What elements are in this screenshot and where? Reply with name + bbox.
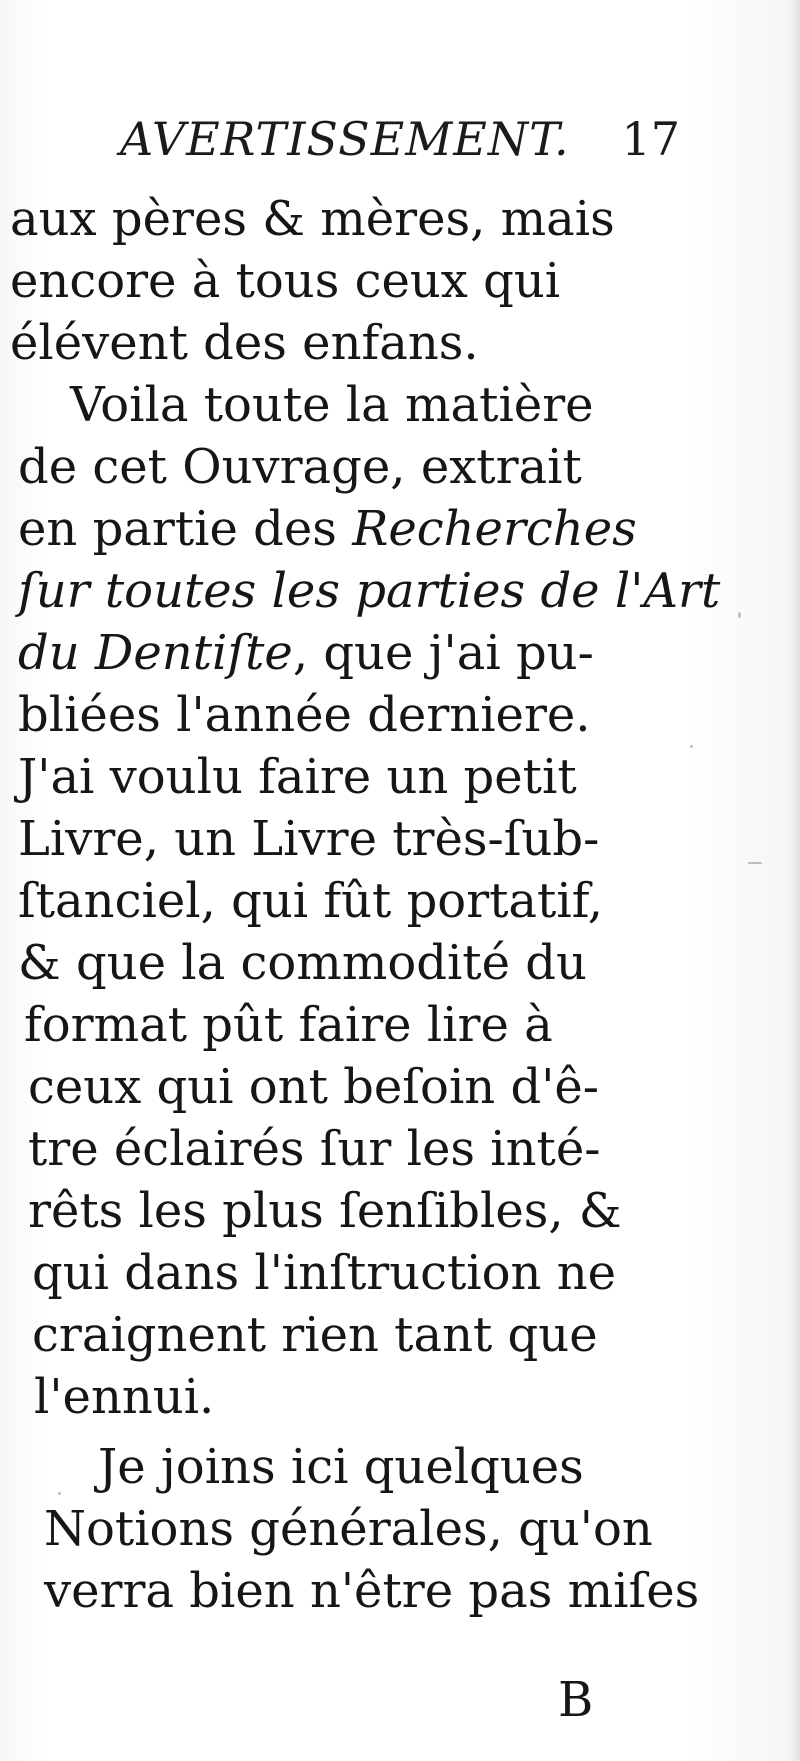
text-line xyxy=(18,622,594,684)
text-line: J'ai voulu faire un petit xyxy=(18,749,577,805)
italic-title-text: du Dentiſte xyxy=(18,625,293,681)
paper-speck xyxy=(748,862,762,864)
text-line: élévent des enfans. xyxy=(10,315,479,371)
text-line: Livre, un Livre très-ſub- xyxy=(18,811,600,867)
paper-speck xyxy=(690,745,693,748)
page-edge-shadow xyxy=(790,0,800,1761)
text-line: verra bien n'être pas miſes xyxy=(44,1563,700,1619)
text-line: bliées l'année derniere. xyxy=(18,687,591,743)
text-line: qui dans l'inſtruction ne xyxy=(32,1245,617,1301)
text-line: ceux qui ont beſoin d'ê- xyxy=(28,1059,600,1115)
text-line: rêts les plus ſenſibles, & xyxy=(28,1183,622,1239)
page-number: 17 xyxy=(621,112,680,166)
text-line: l'ennui. xyxy=(34,1369,215,1425)
page-header xyxy=(120,112,680,182)
text-line: encore à tous ceux qui xyxy=(10,253,561,309)
paper-speck xyxy=(58,1492,61,1495)
text-line: format pût faire lire à xyxy=(24,997,553,1053)
italic-title-line: ſur toutes les parties de l'Art xyxy=(18,563,721,619)
signature-mark: B xyxy=(558,1672,594,1728)
text-line: aux pères & mères, mais xyxy=(10,191,615,247)
line-text: , que j'ai pu- xyxy=(292,625,594,681)
running-title: AVERTISSEMENT. xyxy=(120,112,570,166)
text-line: de cet Ouvrage, extrait xyxy=(18,439,582,495)
paper-speck xyxy=(738,612,741,618)
paragraph-start-line: Je joins ici quelques xyxy=(98,1439,584,1495)
text-line: & que la commodité du xyxy=(18,935,587,991)
text-line: tre éclairés ſur les inté- xyxy=(28,1121,601,1177)
text-line: ſtanciel, qui fût portatif, xyxy=(18,873,603,929)
text-line xyxy=(18,498,637,560)
line-text: en partie des xyxy=(18,501,353,557)
italic-title-text: Recherches xyxy=(352,501,637,557)
text-line: Notions générales, qu'on xyxy=(44,1501,653,1557)
paragraph-start-line: Voila toute la matière xyxy=(70,377,594,433)
text-line: craignent rien tant que xyxy=(32,1307,598,1363)
